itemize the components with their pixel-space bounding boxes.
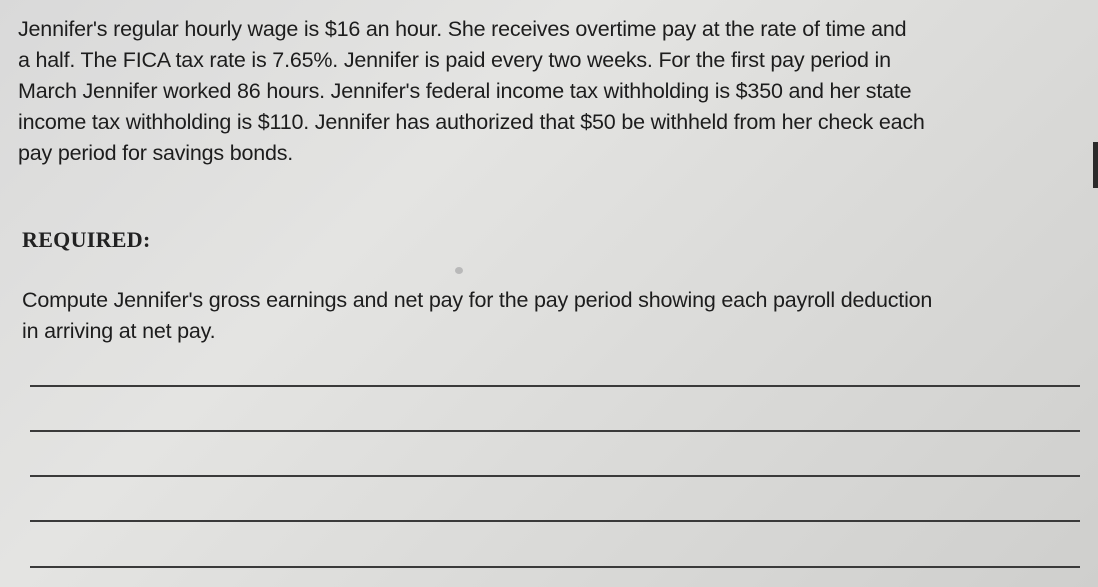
problem-line: March Jennifer worked 86 hours. Jennifer's federal income tax withholding is $350 and her state (18, 79, 912, 103)
answer-line[interactable] (30, 430, 1080, 432)
answer-line[interactable] (30, 385, 1080, 387)
instruction-text (22, 285, 932, 347)
answer-line[interactable] (30, 566, 1080, 568)
problem-line: a half. The FICA tax rate is 7.65%. Jennifer is paid every two weeks. For the first pay period in (18, 48, 891, 72)
answer-line[interactable] (30, 520, 1080, 522)
page-edge-mark (1093, 142, 1098, 188)
problem-statement (18, 14, 1090, 169)
problem-line: pay period for savings bonds. (18, 141, 294, 165)
problem-line: income tax withholding is $110. Jennifer has authorized that $50 be withheld from her check each (18, 110, 925, 134)
required-heading: REQUIRED: (22, 227, 151, 252)
instruction-line: Compute Jennifer's gross earnings and net pay for the pay period showing each payroll deduction (22, 288, 933, 312)
problem-line: Jennifer's regular hourly wage is $16 an hour. She receives overtime pay at the rate of time and (18, 17, 907, 41)
paper-speck (455, 267, 463, 274)
answer-line[interactable] (30, 475, 1080, 477)
instruction-line: in arriving at net pay. (22, 319, 216, 343)
